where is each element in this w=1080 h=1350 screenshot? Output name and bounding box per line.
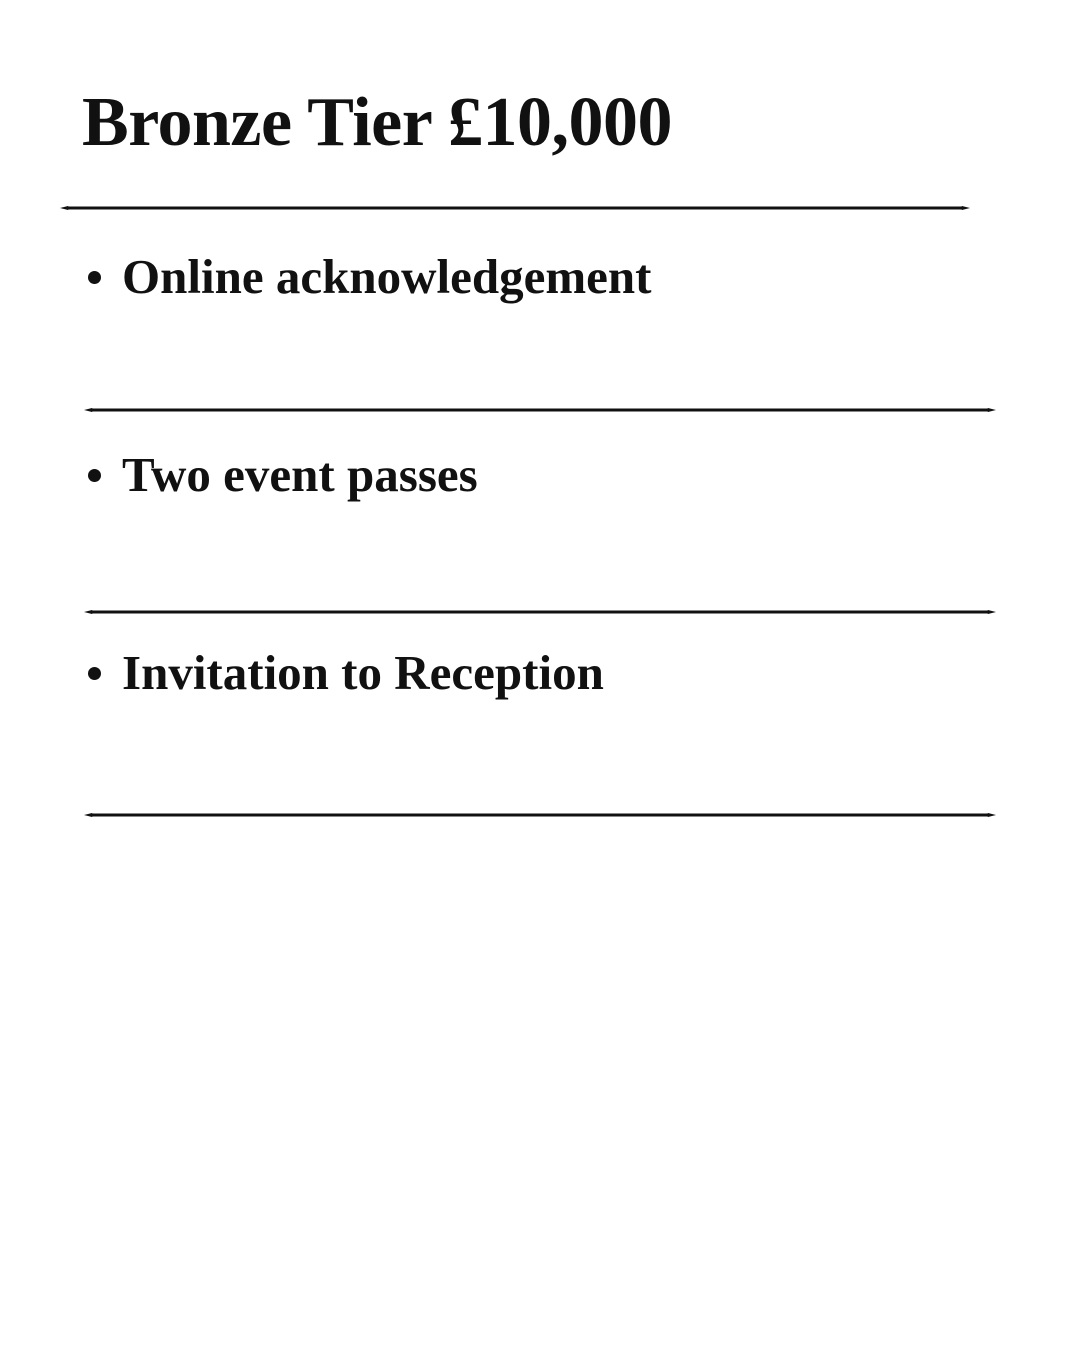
- item-divider: [84, 607, 996, 617]
- title-divider: [60, 203, 970, 213]
- item-divider: [84, 405, 996, 415]
- bullet-icon: [88, 469, 101, 482]
- tier-benefit-item: [88, 643, 604, 703]
- benefit-label: Two event passes: [122, 447, 478, 502]
- tier-benefit-item: [88, 247, 651, 307]
- benefit-label: Online acknowledgement: [122, 249, 652, 304]
- tier-benefit-item: [88, 445, 478, 505]
- bullet-icon: [88, 667, 101, 680]
- bullet-icon: [88, 271, 101, 284]
- tier-title: Bronze Tier £10,000: [82, 84, 673, 161]
- item-divider: [84, 810, 996, 820]
- benefit-label: Invitation to Reception: [122, 645, 604, 700]
